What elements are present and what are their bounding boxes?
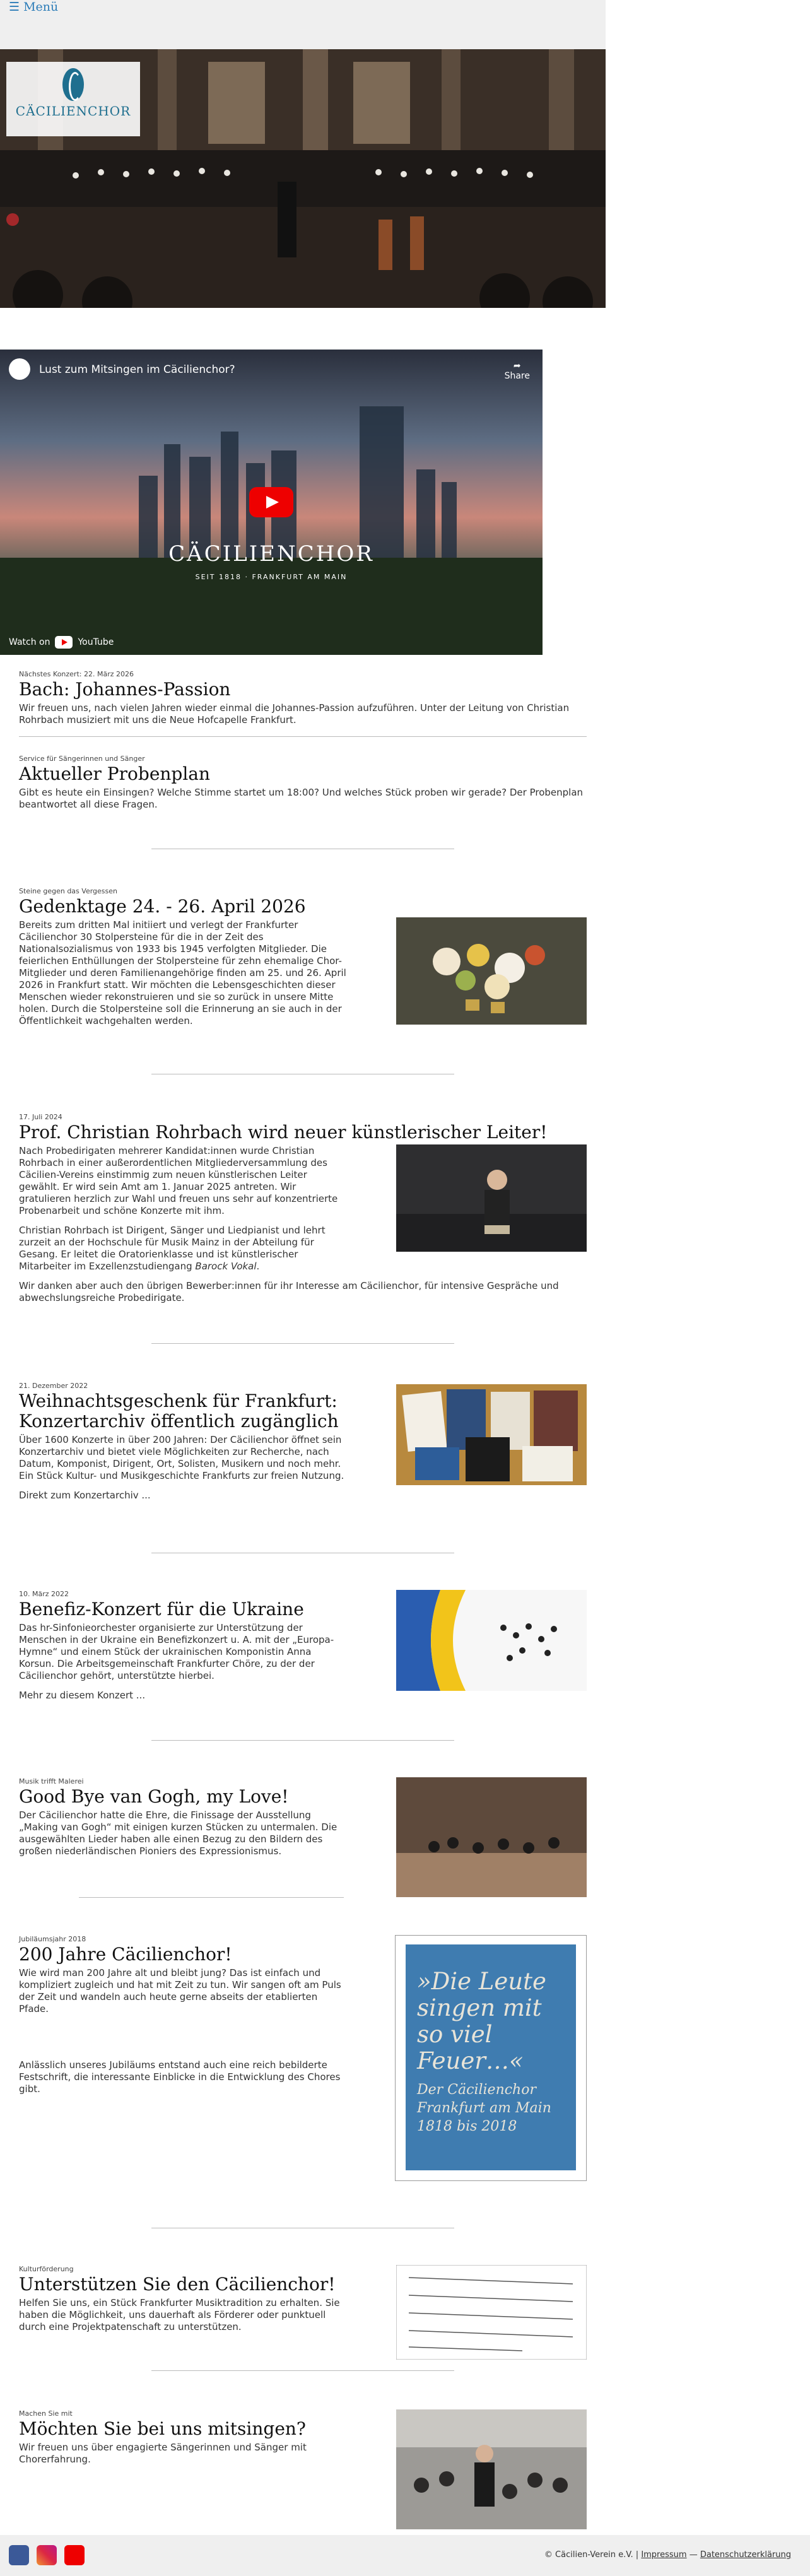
section-title[interactable]: Unterstützen Sie den Cäcilienchor!	[19, 2274, 336, 2295]
section-gedenktage	[19, 887, 587, 1035]
choir-logo-mark	[62, 68, 84, 101]
top-navigation-bar	[0, 0, 606, 49]
divider	[19, 736, 587, 737]
festschrift-book-image[interactable]	[395, 1935, 587, 2181]
section-rohrbach	[19, 1113, 587, 1312]
section-ukraine	[19, 1590, 587, 1709]
copyright-text: © Cäcilien-Verein e.V.	[544, 2550, 633, 2560]
choir-logo-text: CÄCILIENCHOR	[15, 103, 131, 119]
program-name: Barock Vokal	[195, 1261, 257, 1273]
section-text: Der Cäcilienchor hatte die Ehre, die Finissage der Ausstellung „Making van Gogh“ mit einigen kurzen Stücken zu untermalen. Die ausgewählten Lieder haben alle einen Bezug zu den Bildern des großen niederländischen Pioniers des Expressionismus.	[19, 1809, 338, 1857]
section-text: Über 1600 Konzerte in über 200 Jahren: Der Cäcilienchor öffnet sein Konzertarchiv und bietet viele Möglichkeiten zur Recherche, nach Datum, Komponist, Dirigent, Ort, Solisten, Musikern und noch mehr. Ein Stück Kultur- und Musikgeschichte Frankfurts zur freien Nutzung.	[19, 1434, 344, 1482]
divider	[151, 1740, 454, 1741]
social-links	[9, 2545, 85, 2565]
menu-button[interactable]: ☰ Menü	[9, 0, 59, 14]
facebook-icon[interactable]	[9, 2545, 29, 2565]
book-quote: »Die Leute singen mit so viel Feuer…«	[417, 1968, 546, 2074]
footer-separator: —	[686, 2550, 700, 2560]
section-text: Bereits zum dritten Mal initiiert und verlegt der Frankfurter Cäcilienchor 30 Stolpersteine für die in der Zeit des Nationalsozialismus von 1933 bis 1945 verfolgten Mitglieder. Die feierlichen Enthüllungen der Stolpersteine für zehn ehemalige Chor-Mitglieder und deren Familienangehörige finden am 25. und 26. April 2026 in Frankfurt statt. Wir möchten die Lebensgeschichten dieser Menschen wieder rekonstruieren und sie so zurück in unsere Mitte holen. Durch die Stolpersteine soll die Erinnerung an sie auch in der Öffentlichkeit wachgehalten werden.	[19, 919, 346, 1027]
section-kicker: Nächstes Konzert: 22. März 2026	[19, 670, 134, 678]
section-title[interactable]: Aktueller Probenplan	[19, 763, 211, 784]
ukraine-flag-image[interactable]	[396, 1590, 587, 1691]
section-text: Wir freuen uns über engagierte Sängerinnen und Sänger mit Chorerfahrung.	[19, 2442, 307, 2466]
footer-separator: |	[633, 2550, 642, 2560]
section-kicker: Jubiläumsjahr 2018	[19, 1935, 86, 1943]
section-kicker: 10. März 2022	[19, 1590, 69, 1598]
play-button[interactable]	[249, 487, 293, 517]
youtube-icon[interactable]	[64, 2545, 85, 2565]
section-text: Wir freuen uns, nach vielen Jahren wieder einmal die Johannes-Passion aufzuführen. Unter der Leitung von Christian Rohrbach musiziert mit uns die Neue Hofcapelle Frankfurt.	[19, 702, 570, 726]
youtube-icon	[55, 636, 73, 649]
section-200-jahre	[19, 1935, 587, 2134]
video-brand-text: CÄCILIENCHOR	[168, 541, 374, 567]
datenschutz-link[interactable]: Datenschutzerklärung	[700, 2550, 791, 2560]
section-kicker: Steine gegen das Vergessen	[19, 887, 117, 895]
konzertarchiv-link[interactable]: Direkt zum Konzertarchiv ...	[19, 1490, 151, 1502]
flowers-stolpersteine-image[interactable]	[396, 917, 587, 1025]
section-van-gogh	[19, 1777, 587, 1865]
choir-exhibition-image[interactable]	[396, 1777, 587, 1897]
divider	[79, 1897, 344, 1898]
section-title[interactable]: 200 Jahre Cäcilienchor!	[19, 1944, 232, 1965]
share-label: Share	[504, 371, 530, 381]
section-kicker: 21. Dezember 2022	[19, 1382, 88, 1390]
section-title[interactable]: Möchten Sie bei uns mitsingen?	[19, 2418, 306, 2439]
section-text: Nach Probedirigaten mehrerer Kandidat:innen wurde Christian Rohrbach in einer außerordentlichen Mitgliederversammlung des Cäcilien-Vereins einstimmig zum neuen künstlerischen Leiter gewählt. Er wird sein Amt am 1. Januar 2025 antreten. Wir gratulieren herzlich zur Wahl und freuen uns sehr auf konzentrierte Probenarbeit und schöne Konzerte mit ihm.	[19, 1145, 338, 1217]
section-title[interactable]: Bach: Johannes-Passion	[19, 679, 231, 700]
concert-posters-image[interactable]	[396, 1384, 587, 1485]
youtube-label: YouTube	[78, 637, 114, 647]
section-kicker: Musik trifft Malerei	[19, 1777, 84, 1785]
watch-on-label: Watch on	[9, 637, 50, 647]
section-text: Das hr-Sinfonieorchester organisierte zur Unterstützung der Menschen in der Ukraine ein Benefizkonzert u. A. mit der „Europa-Hymne“ und einem Stück der ukrainischen Komponistin Anna Korsun. Die Arbeitsgemeinschaft Frankfurter Chöre, zu der der Cäcilienchor gehört, unterstützte hierbei.	[19, 1622, 334, 1682]
instagram-icon[interactable]	[37, 2545, 57, 2565]
section-kicker: Machen Sie mit	[19, 2409, 73, 2418]
footer	[0, 2535, 810, 2576]
section-title[interactable]: Good Bye van Gogh, my Love!	[19, 1786, 289, 1807]
choir-logo[interactable]	[6, 62, 140, 136]
section-text: Wir danken aber auch den übrigen Bewerber:innen für ihr Interesse am Cäcilienchor, für intensive Gespräche und abwechslungsreiche Probedirigate.	[19, 1280, 559, 1304]
section-title[interactable]: Prof. Christian Rohrbach wird neuer künstlerischer Leiter!	[19, 1122, 548, 1143]
section-text-part: .	[256, 1261, 260, 1273]
channel-avatar[interactable]	[9, 358, 30, 380]
section-text-part: Christian Rohrbach ist Dirigent, Sänger und Liedpianist und lehrt zurzeit an der Hochschule für Musik Mainz in der Abteilung für Gesang. Er leitet die Oratorienklasse und ist künstlerischer Mitarbeiter im Exzellenzstudiengang	[19, 1225, 326, 1273]
hero-choir-photo	[0, 49, 606, 308]
footer-copyright	[544, 2550, 791, 2560]
section-text: Gibt es heute ein Einsingen? Welche Stimme startet um 18:00? Und welches Stück proben wir gerade? Der Probenplan beantwortet all diese Fragen.	[19, 787, 584, 811]
divider	[151, 1343, 454, 1344]
section-title[interactable]: Benefiz-Konzert für die Ukraine	[19, 1599, 304, 1620]
section-unterstuetzen	[19, 2265, 587, 2341]
section-probenplan	[19, 755, 587, 818]
impressum-link[interactable]: Impressum	[641, 2550, 687, 2560]
watch-on-youtube-link[interactable]	[0, 630, 122, 655]
section-text	[19, 1225, 347, 1273]
section-mitsingen	[19, 2409, 587, 2473]
conductor-portrait-image[interactable]	[396, 1144, 587, 1252]
share-button[interactable]	[505, 361, 530, 381]
video-brand-subtitle: SEIT 1818 · FRANKFURT AM MAIN	[195, 573, 348, 581]
choir-rehearsal-image[interactable]	[396, 2409, 587, 2529]
section-bach	[19, 670, 587, 734]
book-cover	[406, 1944, 576, 2170]
section-kicker: Kulturförderung	[19, 2265, 74, 2273]
section-text: Anlässlich unseres Jubiläums entstand auch eine reich bebilderte Festschrift, die interessante Einblicke in die Entwicklung des Chores gibt.	[19, 2059, 341, 2095]
section-kicker: Service für Sängerinnen und Sänger	[19, 755, 145, 763]
youtube-video-embed[interactable]	[0, 350, 543, 655]
section-konzertarchiv	[19, 1382, 587, 1509]
divider	[151, 2370, 454, 2371]
section-title[interactable]: Weihnachtsgeschenk für Frankfurt: Konzertarchiv öffentlich zugänglich	[19, 1391, 339, 1432]
section-text: Wie wird man 200 Jahre alt und bleibt jung? Das ist einfach und kompliziert zugleich und hat mit Zeit zu tun. Wir sangen oft am Puls der Zeit und wandeln auch heute gerne abseits der etablierten Pfade.	[19, 1967, 341, 2015]
membership-form-image[interactable]	[396, 2265, 587, 2360]
section-kicker: 17. Juli 2024	[19, 1113, 62, 1121]
video-title[interactable]: Lust zum Mitsingen im Cäcilienchor?	[39, 363, 235, 376]
section-title[interactable]: Gedenktage 24. - 26. April 2026	[19, 896, 306, 917]
book-title: Der Cäcilienchor Frankfurt am Main 1818 bis 2018	[417, 2082, 551, 2134]
share-icon: ➦	[513, 361, 521, 371]
konzert-link[interactable]: Mehr zu diesem Konzert ...	[19, 1690, 146, 1702]
section-text: Helfen Sie uns, ein Stück Frankfurter Musiktradition zu erhalten. Sie haben die Möglichkeit, uns dauerhaft als Förderer oder punktuell durch eine Projektpatenschaft zu unterstützen.	[19, 2297, 340, 2333]
